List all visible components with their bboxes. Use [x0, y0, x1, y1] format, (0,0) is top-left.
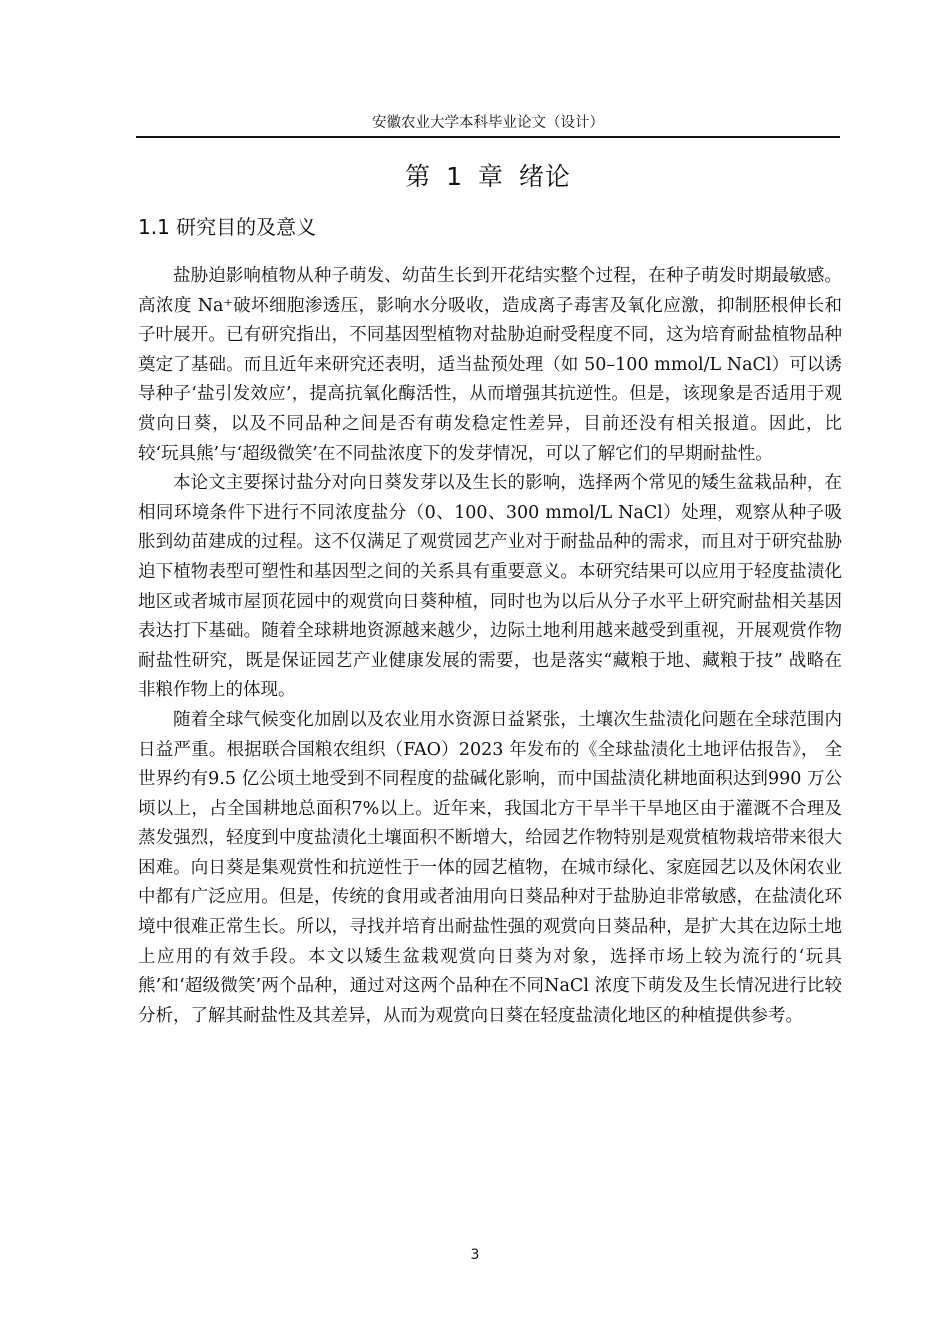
paragraph: 盐胁迫影响植物从种子萌发、幼苗生长到开花结实整个过程，在种子萌发时期最敏感。高浓度 Na⁺破坏细胞渗透压，影响水分吸收，造成离子毒害及氧化应激，抑制胚根伸长和子叶展开。已有研究指出，不同基因型植物对盐胁迫耐受程度不同，这为培育耐盐植物品种奠定了基础。而且近年来研究还表明，适当盐预处理（如 50–100 mmol/L NaCl）可以诱导种子‘盐引发效应’，提高抗氧化酶活性，从而增强其抗逆性。但是，该现象是否适用于观赏向日葵，以及不同品种之间是否有萌发稳定性差异，目前还没有相关报道。因此，比较‘玩具熊’与‘超级微笑’在不同盐浓度下的发芽情况，可以了解它们的早期耐盐性。: [138, 266, 842, 464]
header-divider: [136, 136, 840, 138]
paragraph: 随着全球气候变化加剧以及农业用水资源日益紧张，土壤次生盐渍化问题在全球范围内日益严重。根据联合国粮农组织（FAO）2023 年发布的《全球盐渍化土地评估报告》， 全世界约有9.5 亿公顷土地受到不同程度的盐碱化影响，而中国盐渍化耕地面积达到990 万公顷以上，占全国耕地总面积7%以上。近年来，我国北方干旱半干旱地区由于灌溉不合理及蒸发强烈，轻度到中度盐渍化土壤面积不断增大，给园艺作物特别是观赏植物栽培带来很大困难。向日葵是集观赏性和抗逆性于一体的园艺植物，在城市绿化、家庭园艺以及休闲农业中都有广泛应用。但是，传统的食用或者油用向日葵品种对于盐胁迫非常敏感，在盐渍化环境中很难正常生长。所以，寻找并培育出耐盐性强的观赏向日葵品种，是扩大其在边际土地上应用的有效手段。本文以矮生盆栽观赏向日葵为对象，选择市场上较为流行的‘玩具熊’和‘超级微笑’两个品种，通过对这两个品种在不同NaCl 浓度下萌发及生长情况进行比较分析，了解其耐盐性及其差异，从而为观赏向日葵在轻度盐渍化地区的种植提供参考。: [138, 709, 842, 1026]
section-title: 1.1 研究目的及意义: [138, 215, 317, 239]
chapter-title: 第 1 章 绪论: [405, 162, 571, 191]
paragraph: 本论文主要探讨盐分对向日葵发芽以及生长的影响，选择两个常见的矮生盆栽品种，在相同环境条件下进行不同浓度盐分（0、100、300 mmol/L NaCl）处理，观察从种子吸胀到幼苗建成的过程。这不仅满足了观赏园艺产业对于耐盐品种的需求，而且对于研究盐胁迫下植物表型可塑性和基因型之间的关系具有重要意义。本研究结果可以应用于轻度盐渍化地区或者城市屋顶花园中的观赏向日葵种植，同时也为以后从分子水平上研究耐盐相关基因表达打下基础。随着全球耕地资源越来越少，边际土地利用越来越受到重视，开展观赏作物耐盐性研究，既是保证园艺产业健康发展的需要，也是落实“藏粮于地、藏粮于技” 战略在非粮作物上的体现。: [138, 473, 842, 701]
body-text: [138, 262, 842, 1031]
running-header: 安徽农业大学本科毕业论文（设计）: [372, 115, 604, 131]
page-number: 3: [470, 1247, 480, 1263]
